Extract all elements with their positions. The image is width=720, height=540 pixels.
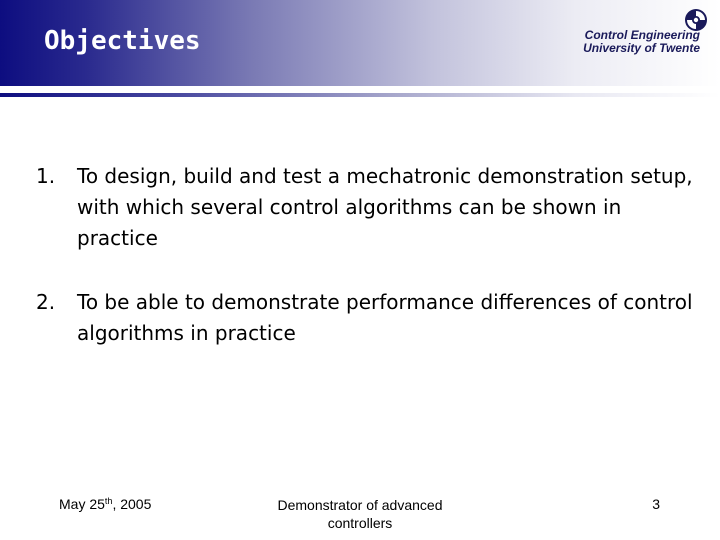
objective-number: 2. <box>36 290 56 314</box>
footer-date-prefix: May 25 <box>59 496 105 512</box>
footer-date-ordinal: th <box>104 496 113 506</box>
objectives-list <box>36 161 696 349</box>
header-rule <box>0 93 720 97</box>
footer-presentation-title: Demonstrator of advanced controllers <box>277 497 443 531</box>
objective-item-1 <box>36 161 696 254</box>
footer-date <box>59 496 151 512</box>
university-logo <box>580 8 710 56</box>
slide-title: Objectives <box>44 26 201 56</box>
footer-page-number: 3 <box>652 496 660 512</box>
logo-line-university: University of Twente <box>583 41 700 55</box>
objective-text: To be able to demonstrate performance differences of control algorithms in practice <box>77 290 693 345</box>
logo-line-department: Control Engineering <box>584 28 700 42</box>
footer-date-suffix: , 2005 <box>112 496 152 512</box>
objective-item-2 <box>36 287 696 349</box>
objective-number: 1. <box>36 164 56 188</box>
objective-text: To design, build and test a mechatronic demonstration setup, with which several control algorithms can be shown in practice <box>77 164 693 250</box>
